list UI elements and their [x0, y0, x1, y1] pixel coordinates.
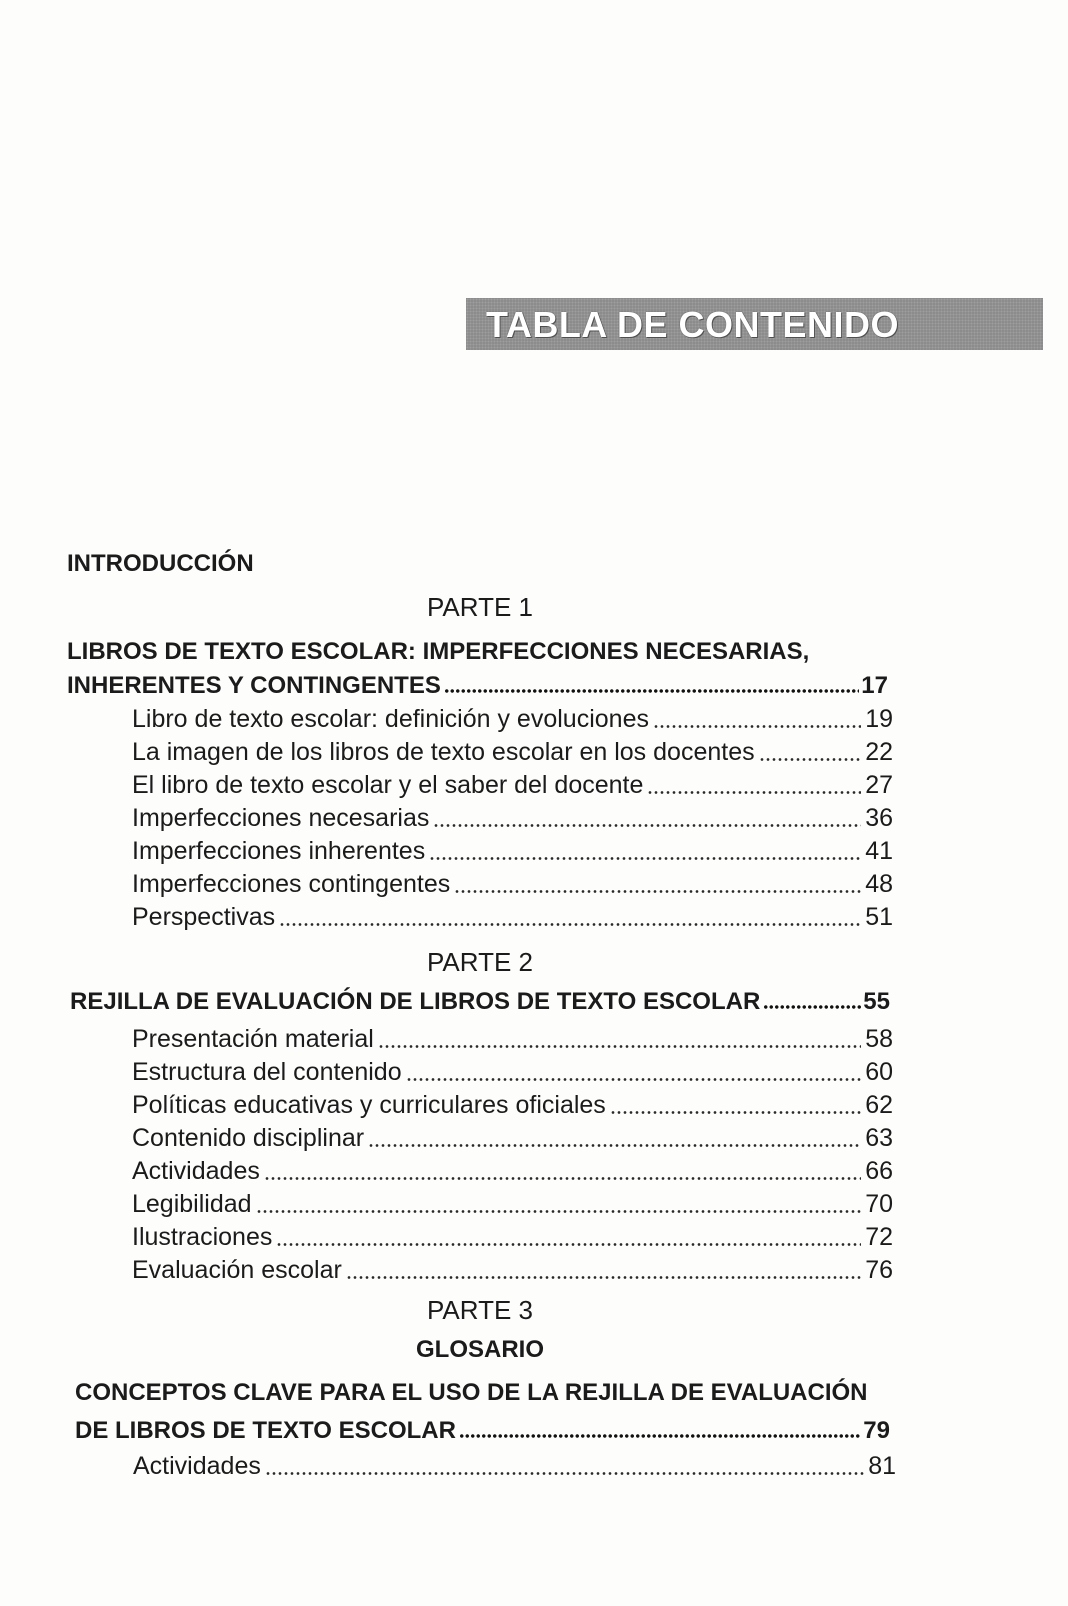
- dot-leader: [444, 669, 859, 702]
- toc-entry: [67, 1254, 893, 1287]
- introduction-heading: [67, 547, 893, 580]
- dot-leader: [264, 1155, 861, 1188]
- dot-leader: [433, 802, 861, 835]
- part-heading-text: DE LIBROS DE TEXTO ESCOLAR: [75, 1417, 456, 1444]
- table-of-contents: [67, 547, 896, 1483]
- toc-entry: [67, 1155, 893, 1188]
- entry-page: 81: [868, 1452, 896, 1480]
- entry-page: 76: [865, 1256, 893, 1284]
- dot-leader: [279, 901, 861, 934]
- part-heading-line: [67, 1376, 893, 1409]
- entry-title: Imperfecciones necesarias: [132, 804, 430, 832]
- dot-leader: [429, 835, 861, 868]
- part-heading-line: [67, 635, 893, 668]
- part-heading-text: LIBROS DE TEXTO ESCOLAR: IMPERFECCIONES NECESARIAS,: [67, 638, 810, 665]
- entry-page: 63: [865, 1124, 893, 1152]
- toc-entry: [67, 1450, 896, 1483]
- entry-title: Imperfecciones inherentes: [132, 837, 426, 865]
- entry-page: 36: [865, 804, 893, 832]
- entry-title: Políticas educativas y curriculares oficiales: [132, 1091, 606, 1119]
- part-subtitle: GLOSARIO: [415, 1336, 544, 1363]
- toc-entry: [67, 901, 893, 934]
- toc-entry: [67, 1056, 893, 1089]
- toc-entry: [67, 1089, 893, 1122]
- part-page-number: 17: [861, 672, 888, 699]
- part-label: PARTE 3: [427, 1295, 533, 1325]
- entry-page: 27: [865, 771, 893, 799]
- toc-entry: [67, 802, 893, 835]
- entry-title: Perspectivas: [132, 903, 276, 931]
- dot-leader: [459, 1414, 861, 1447]
- part-page-number: 79: [863, 1417, 890, 1444]
- toc-entry: [67, 1221, 893, 1254]
- part-heading-text: REJILLA DE EVALUACIÓN DE LIBROS DE TEXTO ESCOLAR: [70, 988, 761, 1015]
- toc-entry: [67, 1023, 893, 1056]
- entry-page: 62: [865, 1091, 893, 1119]
- dot-leader: [256, 1188, 862, 1221]
- part-label: PARTE 1: [427, 592, 533, 622]
- toc-entry: [67, 868, 893, 901]
- entry-page: 48: [865, 870, 893, 898]
- entry-title: Contenido disciplinar: [132, 1124, 365, 1152]
- toc-entry: [67, 736, 893, 769]
- dot-leader: [346, 1254, 861, 1287]
- entry-title: La imagen de los libros de texto escolar en los docentes: [132, 738, 755, 766]
- entry-title: Estructura del contenido: [132, 1058, 402, 1086]
- part-3: [67, 1294, 896, 1483]
- part-heading-text: CONCEPTOS CLAVE PARA EL USO DE LA REJILLA DE EVALUACIÓN: [75, 1379, 868, 1406]
- part-2: [67, 946, 893, 1287]
- entry-page: 22: [865, 738, 893, 766]
- entry-title: Presentación material: [132, 1025, 374, 1053]
- entry-page: 66: [865, 1157, 893, 1185]
- dot-leader: [276, 1221, 861, 1254]
- dot-leader: [265, 1450, 864, 1483]
- part-heading-line: [67, 1414, 893, 1447]
- dot-leader: [759, 736, 862, 769]
- part-label: PARTE 2: [427, 947, 533, 977]
- toc-entry: [67, 1122, 893, 1155]
- entry-page: 41: [865, 837, 893, 865]
- entry-title: Actividades: [133, 1452, 261, 1480]
- entry-page: 58: [865, 1025, 893, 1053]
- dot-leader: [763, 985, 861, 1018]
- toc-entry: [67, 1188, 893, 1221]
- part-heading-line: [67, 985, 893, 1018]
- entry-page: 51: [865, 903, 893, 931]
- entry-title: Ilustraciones: [132, 1223, 273, 1251]
- entry-title: Legibilidad: [132, 1190, 252, 1218]
- dot-leader: [454, 868, 861, 901]
- entry-page: 70: [865, 1190, 893, 1218]
- toc-entry: [67, 703, 893, 736]
- entry-title: Actividades: [132, 1157, 260, 1185]
- part-heading-text: INHERENTES Y CONTINGENTES: [67, 672, 441, 699]
- part-1: [67, 591, 893, 934]
- toc-entry: [67, 835, 893, 868]
- page-title: TABLA DE CONTENIDO: [486, 304, 899, 345]
- toc-entry: [67, 769, 893, 802]
- entry-title: Evaluación escolar: [132, 1256, 342, 1284]
- dot-leader: [378, 1023, 861, 1056]
- entry-title: Libro de texto escolar: definición y evoluciones: [132, 705, 649, 733]
- dot-leader: [368, 1122, 861, 1155]
- entry-title: Imperfecciones contingentes: [132, 870, 451, 898]
- entry-page: 60: [865, 1058, 893, 1086]
- dot-leader: [406, 1056, 862, 1089]
- part-heading-line: [67, 669, 893, 702]
- entry-page: 19: [865, 705, 893, 733]
- dot-leader: [647, 769, 861, 802]
- introduction-label: INTRODUCCIÓN: [67, 550, 254, 577]
- entry-page: 72: [865, 1223, 893, 1251]
- dot-leader: [610, 1089, 861, 1122]
- toc-title-banner: [466, 298, 1043, 350]
- entry-title: El libro de texto escolar y el saber del docente: [132, 771, 644, 799]
- part-page-number: 55: [863, 988, 890, 1015]
- dot-leader: [653, 703, 861, 736]
